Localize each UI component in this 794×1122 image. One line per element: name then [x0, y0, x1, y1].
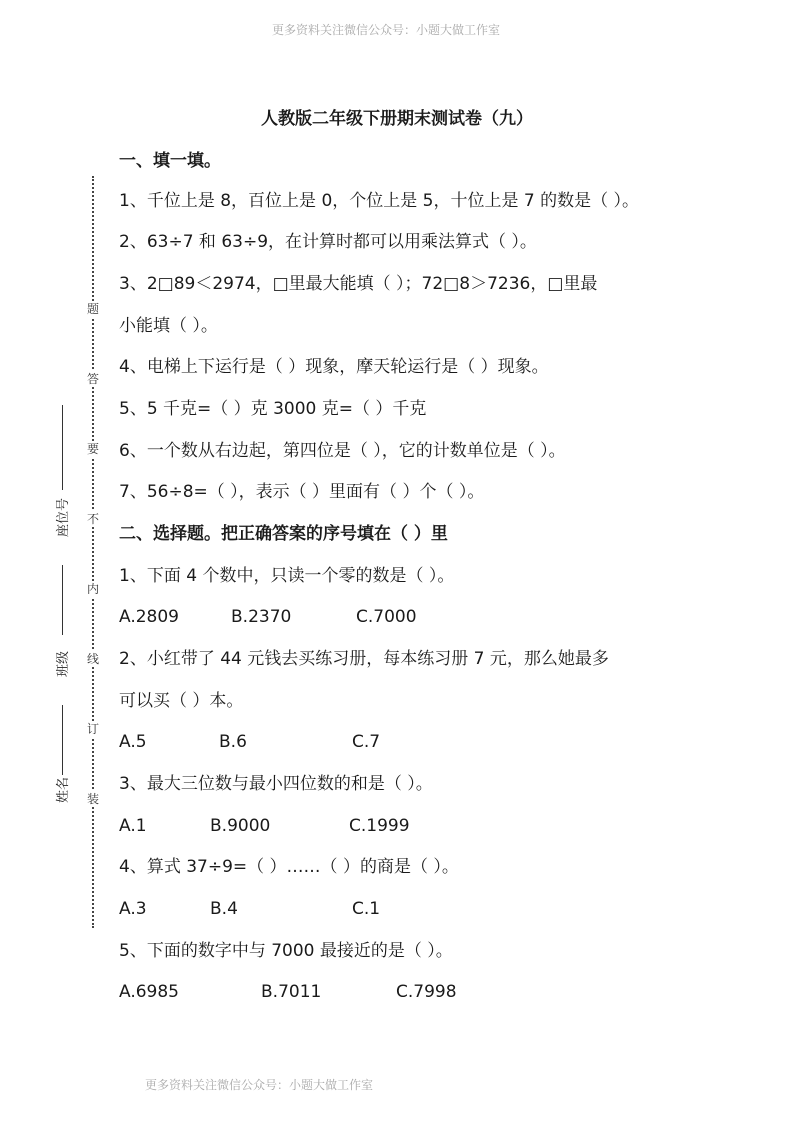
- s2-question-3: 3、最大三位数与最小四位数的和是（ ）。: [119, 774, 433, 794]
- s1-question-3: 3、2□89＜2974，□里最大能填（ ）；72□8＞7236，□里最: [119, 274, 598, 294]
- seat-number-blank[interactable]: [62, 405, 63, 490]
- option-a: A.5: [119, 732, 147, 752]
- seal-char: 不: [83, 511, 103, 527]
- s2-question-4-options: [119, 898, 719, 920]
- seal-char: 题: [83, 301, 103, 317]
- class-label: 班级: [56, 650, 71, 677]
- s1-question-4: 4、电梯上下运行是（ ）现象，摩天轮运行是（ ）现象。: [119, 357, 549, 377]
- option-a: A.3: [119, 899, 147, 919]
- name-label: 姓名: [56, 776, 71, 803]
- option-a: A.2809: [119, 607, 179, 627]
- seal-char: 装: [83, 791, 103, 807]
- s1-question-1: 1、千位上是 8，百位上是 0，个位上是 5，十位上是 7 的数是（ ）。: [119, 191, 640, 211]
- option-b: B.7011: [261, 982, 322, 1002]
- watermark-top: 更多资料关注微信公众号：小题大做工作室: [272, 23, 501, 37]
- s1-question-6: 6、一个数从右边起，第四位是（ ），它的计数单位是（ ）。: [119, 441, 566, 461]
- watermark-bottom: 更多资料关注微信公众号：小题大做工作室: [145, 1078, 374, 1092]
- seal-char: 内: [83, 581, 103, 597]
- seat-number-label: 座位号: [56, 497, 71, 537]
- s2-question-2-cont: 可以买（ ）本。: [119, 691, 244, 711]
- class-blank[interactable]: [62, 565, 63, 635]
- option-c: C.7998: [396, 982, 457, 1002]
- s1-question-3-cont: 小能填（ ）。: [119, 316, 218, 336]
- s2-question-2: 2、小红带了 44 元钱去买练习册，每本练习册 7 元，那么她最多: [119, 649, 609, 669]
- seal-char: 线: [83, 651, 103, 667]
- section-2-heading: 二、选择题。把正确答案的序号填在（ ）里: [119, 524, 448, 544]
- option-a: A.1: [119, 816, 147, 836]
- option-c: C.7000: [356, 607, 417, 627]
- seal-char: 要: [83, 441, 103, 457]
- option-c: C.7: [352, 732, 381, 752]
- s2-question-5-options: [119, 981, 719, 1003]
- option-b: B.6: [219, 732, 247, 752]
- binding-dotted-line: [92, 176, 94, 928]
- s2-question-5: 5、下面的数字中与 7000 最接近的是（ ）。: [119, 941, 453, 961]
- page-title: 人教版二年级下册期末测试卷（九）: [261, 109, 533, 129]
- section-1-heading: 一、填一填。: [119, 151, 221, 171]
- option-b: B.4: [210, 899, 238, 919]
- option-b: B.2370: [231, 607, 292, 627]
- s2-question-2-options: [119, 731, 719, 753]
- s2-question-1-options: [119, 606, 719, 628]
- option-b: B.9000: [210, 816, 271, 836]
- s2-question-3-options: [119, 815, 719, 837]
- seal-char: 订: [83, 721, 103, 737]
- option-a: A.6985: [119, 982, 179, 1002]
- s2-question-4: 4、算式 37÷9=（ ）……（ ）的商是（ ）。: [119, 857, 459, 877]
- option-c: C.1999: [349, 816, 410, 836]
- seal-char: 答: [83, 371, 103, 387]
- name-blank[interactable]: [62, 705, 63, 775]
- s1-question-7: 7、56÷8=（ ），表示（ ）里面有（ ）个（ ）。: [119, 482, 485, 502]
- s2-question-1: 1、下面 4 个数中，只读一个零的数是（ ）。: [119, 566, 455, 586]
- s1-question-2: 2、63÷7 和 63÷9，在计算时都可以用乘法算式（ ）。: [119, 232, 537, 252]
- s1-question-5: 5、5 千克=（ ）克 3000 克=（ ）千克: [119, 399, 427, 419]
- option-c: C.1: [352, 899, 381, 919]
